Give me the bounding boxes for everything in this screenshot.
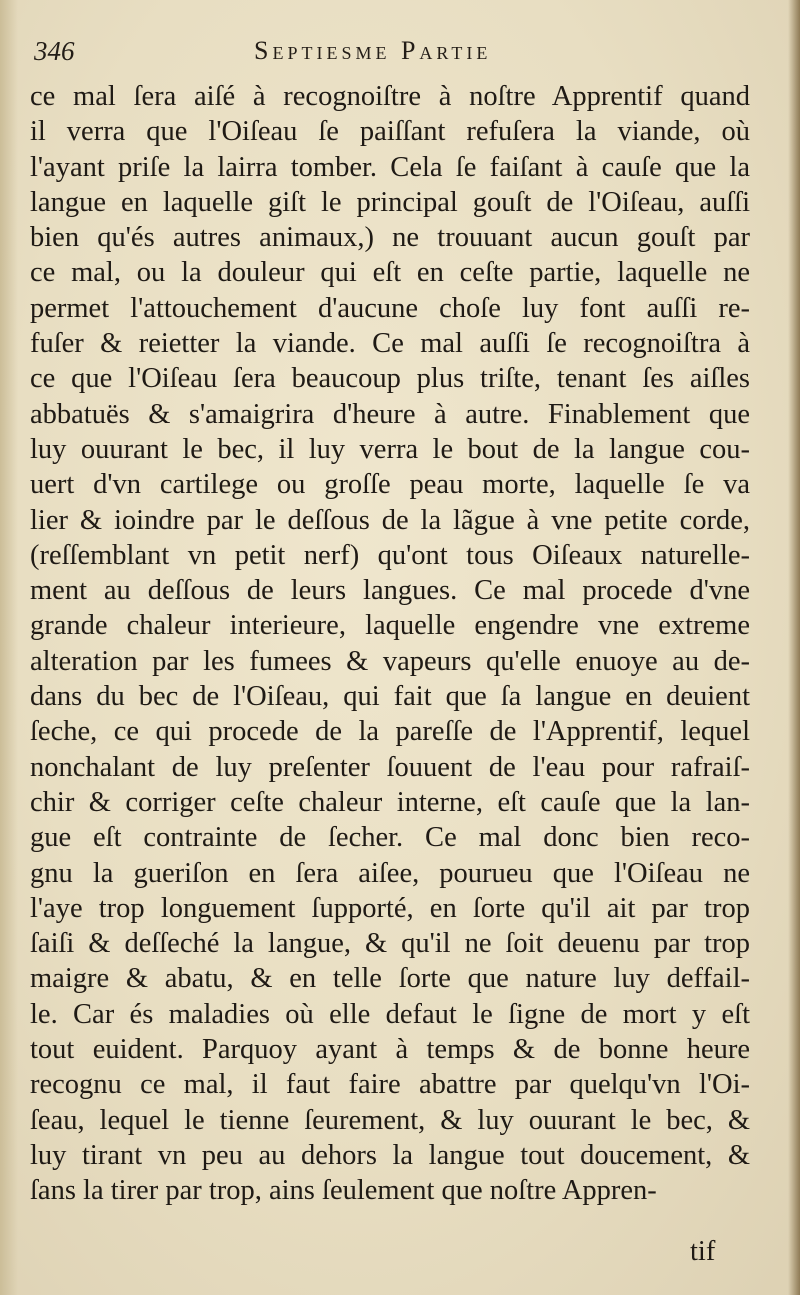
text-line: uert d'vn cartilege ou groſſe peau morte, laquelle ſe va xyxy=(30,469,750,501)
page-edge-shadow xyxy=(788,0,800,1295)
text-line: chir & corriger ceſte chaleur interne, eſt cauſe que la lan- xyxy=(30,786,750,818)
text-line: gnu la gueriſon en ſera aiſee, pourueu que l'Oiſeau ne xyxy=(30,857,750,889)
text-line: ce que l'Oiſeau ſera beaucoup plus triſte, tenant ſes aiſles xyxy=(30,363,750,395)
text-line: ſeau, lequel le tienne ſeurement, & luy ouurant le bec, & xyxy=(30,1104,750,1136)
text-line: tout euident. Parquoy ayant à temps & de bonne heure xyxy=(30,1034,750,1066)
page-gutter-shadow xyxy=(0,0,18,1295)
body-text xyxy=(30,79,750,1209)
text-line: ce mal, ou la douleur qui eſt en ceſte partie, laquelle ne xyxy=(30,257,750,289)
text-line: luy tirant vn peu au dehors la langue tout doucement, & xyxy=(30,1139,750,1171)
text-line: langue en laquelle giſt le principal gouſt de l'Oiſeau, auſſi xyxy=(30,186,750,218)
text-line: ce mal ſera aiſé à recognoiſtre à noſtre Apprentif quand xyxy=(30,81,750,112)
catchword: tif xyxy=(690,1236,716,1267)
text-line: le. Car és maladies où elle defaut le ſigne de mort y eſt xyxy=(30,998,750,1030)
text-line: luy ouurant le bec, il luy verra le bout de la langue cou- xyxy=(30,433,750,465)
text-line: abbatuës & s'amaigrira d'heure à autre. Finablement que xyxy=(30,398,750,430)
text-line: ſeche, ce qui procede de la pareſſe de l'Apprentif, lequel xyxy=(30,716,750,748)
text-line: ſans la tirer par trop, ains ſeulement que noſtre Appren- xyxy=(30,1175,657,1207)
text-line: gue eſt contrainte de ſecher. Ce mal donc bien reco- xyxy=(30,822,750,854)
text-line: (reſſemblant vn petit nerf) qu'ont tous Oiſeaux naturelle- xyxy=(30,539,750,571)
running-head: Septiesme Partie xyxy=(254,36,492,65)
page-number: 346 xyxy=(34,36,75,66)
text-line: recognu ce mal, il faut faire abattre par quelqu'vn l'Oi- xyxy=(30,1069,750,1101)
text-line: nonchalant de luy preſenter ſouuent de l'eau pour rafraiſ- xyxy=(30,751,750,783)
text-line: maigre & abatu, & en telle ſorte que nature luy deffail- xyxy=(30,963,750,995)
text-line: alteration par les fumees & vapeurs qu'elle enuoye au de- xyxy=(30,645,750,677)
text-line: l'aye trop longuement ſupporté, en ſorte qu'il ait par trop xyxy=(30,892,750,924)
text-line: ment au deſſous de leurs langues. Ce mal procede d'vne xyxy=(30,575,750,607)
text-line: permet l'attouchement d'aucune choſe luy font auſſi re- xyxy=(30,292,750,324)
text-line: grande chaleur interieure, laquelle engendre vne extreme xyxy=(30,610,750,642)
page-header xyxy=(34,34,764,74)
text-line: dans du bec de l'Oiſeau, qui fait que ſa langue en deuient xyxy=(30,681,750,713)
text-line: bien qu'és autres animaux,) ne trouuant aucun gouſt par xyxy=(30,222,750,254)
text-line: il verra que l'Oiſeau ſe paiſſant refuſera la viande, où xyxy=(30,116,750,148)
text-line: fuſer & reietter la viande. Ce mal auſſi ſe recognoiſtra à xyxy=(30,328,750,360)
text-line: ſaiſi & deſſeché la langue, & qu'il ne ſoit deuenu par trop xyxy=(30,928,750,960)
text-line: lier & ioindre par le deſſous de la lãgue à vne petite corde, xyxy=(30,504,750,536)
text-line: l'ayant priſe la lairra tomber. Cela ſe faiſant à cauſe que la xyxy=(30,151,750,183)
